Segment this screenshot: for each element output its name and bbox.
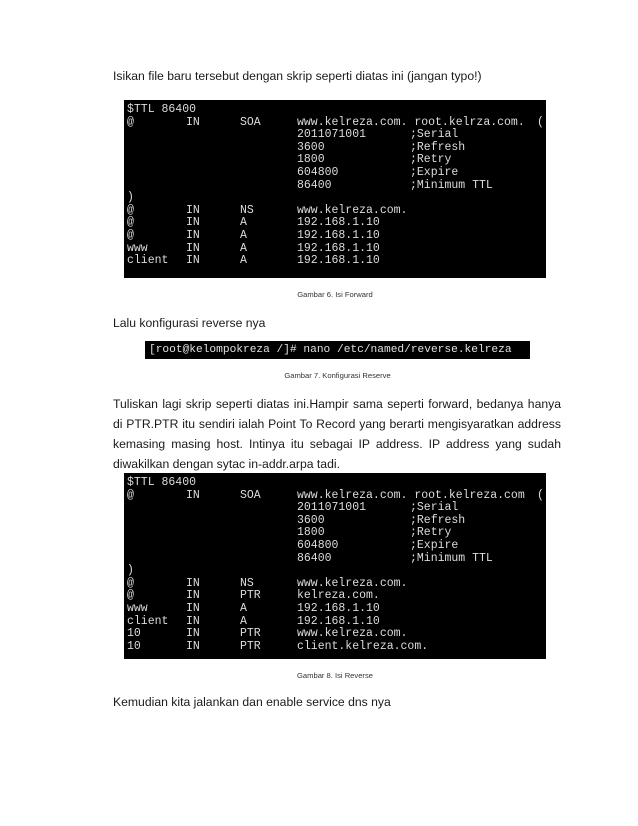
terminal-cell: IN	[186, 115, 200, 129]
terminal-cell: A	[240, 601, 247, 615]
terminal-cell: IN	[186, 241, 200, 255]
terminal-line	[127, 565, 543, 578]
terminal-cell: IN	[186, 639, 200, 653]
terminal-cell: $TTL 86400	[127, 476, 197, 489]
terminal-line	[127, 540, 543, 553]
terminal-cell: 10	[127, 639, 141, 653]
terminal-cell: A	[240, 228, 247, 242]
terminal-cell: 192.168.1.10	[297, 614, 380, 628]
terminal-cell: 3600	[297, 513, 325, 527]
terminal-cell: ;Minimum TTL	[410, 178, 493, 192]
paragraph-reverse-config: Lalu konfigurasi reverse nya	[113, 316, 266, 330]
paragraph-enable-service: Kemudian kita jalankan dan enable service dns nya	[113, 695, 391, 709]
terminal-cell: (	[537, 488, 544, 502]
terminal-cell: SOA	[240, 488, 261, 502]
terminal-cell: IN	[186, 614, 200, 628]
terminal-line	[127, 167, 543, 180]
figure-caption-forward: Gambar 6. Isi Forward	[297, 290, 373, 299]
terminal-cell: IN	[186, 627, 200, 641]
terminal-cell: www.kelreza.com. root.kelreza.com	[297, 488, 525, 502]
terminal-cell: client.kelreza.com.	[297, 639, 429, 653]
terminal-line	[127, 628, 543, 641]
terminal-cell: www.kelreza.com.	[297, 627, 408, 641]
terminal-cell: IN	[186, 488, 200, 502]
terminal-cell: IN	[186, 216, 200, 230]
terminal-cell: )	[127, 564, 134, 578]
terminal-cell: 10	[127, 627, 141, 641]
terminal-cell: www.kelreza.com.	[297, 203, 408, 217]
terminal-cell: client	[127, 254, 169, 268]
terminal-cell: 604800	[297, 165, 339, 179]
terminal-cell: SOA	[240, 115, 261, 129]
terminal-line	[127, 515, 543, 528]
terminal-cell: @	[127, 203, 134, 217]
terminal-cell: 192.168.1.10	[297, 216, 380, 230]
terminal-cell: $TTL 86400	[127, 103, 197, 116]
terminal-cell: @	[127, 576, 134, 590]
terminal-cell: IN	[186, 254, 200, 268]
terminal-line	[127, 502, 543, 515]
terminal-cell: ;Retry	[410, 153, 452, 167]
terminal-cell: @	[127, 589, 134, 603]
terminal-cell: ;Refresh	[410, 140, 466, 154]
terminal-cell: ;Serial	[410, 128, 459, 142]
terminal-cell: www	[127, 601, 148, 615]
terminal-line	[127, 603, 543, 616]
terminal-line	[127, 142, 543, 155]
forward-zone-screenshot	[124, 100, 546, 278]
terminal-cell: A	[240, 216, 247, 230]
terminal-line	[127, 255, 543, 268]
terminal-cell: www.kelreza.com.	[297, 576, 408, 590]
terminal-line	[127, 104, 543, 117]
terminal-cell: IN	[186, 228, 200, 242]
terminal-cell: )	[127, 191, 134, 205]
terminal-cell: www.kelreza.com. root.kelrza.com.	[297, 115, 525, 129]
terminal-line	[127, 553, 543, 566]
reverse-zone-screenshot	[124, 473, 546, 659]
terminal-cell: NS	[240, 576, 254, 590]
terminal-cell: 1800	[297, 526, 325, 540]
terminal-cell: 192.168.1.10	[297, 254, 380, 268]
terminal-cell: 192.168.1.10	[297, 241, 380, 255]
terminal-cell: ;Minimum TTL	[410, 551, 493, 565]
terminal-cell: A	[240, 254, 247, 268]
terminal-cell: kelreza.com.	[297, 589, 380, 603]
terminal-cell: 86400	[297, 178, 332, 192]
terminal-line	[127, 129, 543, 142]
terminal-cell: PTR	[240, 589, 261, 603]
terminal-line	[127, 180, 543, 193]
terminal-cell: @	[127, 216, 134, 230]
terminal-cell: IN	[186, 601, 200, 615]
paragraph-ptr-explanation: Tuliskan lagi skrip seperti diatas ini.Hampir sama seperti forward, bedanya hanya di PTR.PTR itu sendiri ialah Point To Record yang berarti mengisyaratkan address kemasing masing host. Intinya itu sebagai IP address. IP address yang sudah diwakilkan dengan sytac in-addr.arpa tadi.	[113, 397, 561, 471]
terminal-cell: ;Expire	[410, 165, 459, 179]
terminal-cell: 3600	[297, 140, 325, 154]
terminal-cell: (	[537, 115, 544, 129]
terminal-cell: client	[127, 614, 169, 628]
terminal-cell: ;Expire	[410, 538, 459, 552]
terminal-cell: 604800	[297, 538, 339, 552]
command-text: [root@kelompokreza /]# nano /etc/named/reverse.kelreza	[149, 344, 512, 356]
terminal-cell: 1800	[297, 153, 325, 167]
terminal-cell: PTR	[240, 639, 261, 653]
terminal-cell: IN	[186, 576, 200, 590]
terminal-cell: ;Retry	[410, 526, 452, 540]
terminal-cell: @	[127, 228, 134, 242]
terminal-line	[127, 477, 543, 490]
nano-command-screenshot	[145, 341, 530, 359]
figure-caption-command: Gambar 7. Konfigurasi Reserve	[284, 371, 391, 380]
terminal-cell: @	[127, 488, 134, 502]
terminal-cell: 192.168.1.10	[297, 228, 380, 242]
terminal-cell: A	[240, 241, 247, 255]
terminal-cell: ;Refresh	[410, 513, 466, 527]
terminal-cell: A	[240, 614, 247, 628]
terminal-cell: www	[127, 241, 148, 255]
terminal-cell: NS	[240, 203, 254, 217]
terminal-line	[127, 192, 543, 205]
terminal-cell: ;Serial	[410, 501, 459, 515]
figure-caption-reverse: Gambar 8. Isi Reverse	[297, 671, 373, 680]
terminal-cell: 86400	[297, 551, 332, 565]
terminal-cell: 192.168.1.10	[297, 601, 380, 615]
terminal-cell: 2011071001	[297, 501, 367, 515]
paragraph-intro: Isikan file baru tersebut dengan skrip seperti diatas ini (jangan typo!)	[113, 69, 482, 83]
terminal-line	[127, 641, 543, 654]
terminal-cell: @	[127, 115, 134, 129]
terminal-cell: PTR	[240, 627, 261, 641]
terminal-line	[127, 230, 543, 243]
terminal-cell: 2011071001	[297, 128, 367, 142]
terminal-cell: IN	[186, 589, 200, 603]
terminal-cell: IN	[186, 203, 200, 217]
